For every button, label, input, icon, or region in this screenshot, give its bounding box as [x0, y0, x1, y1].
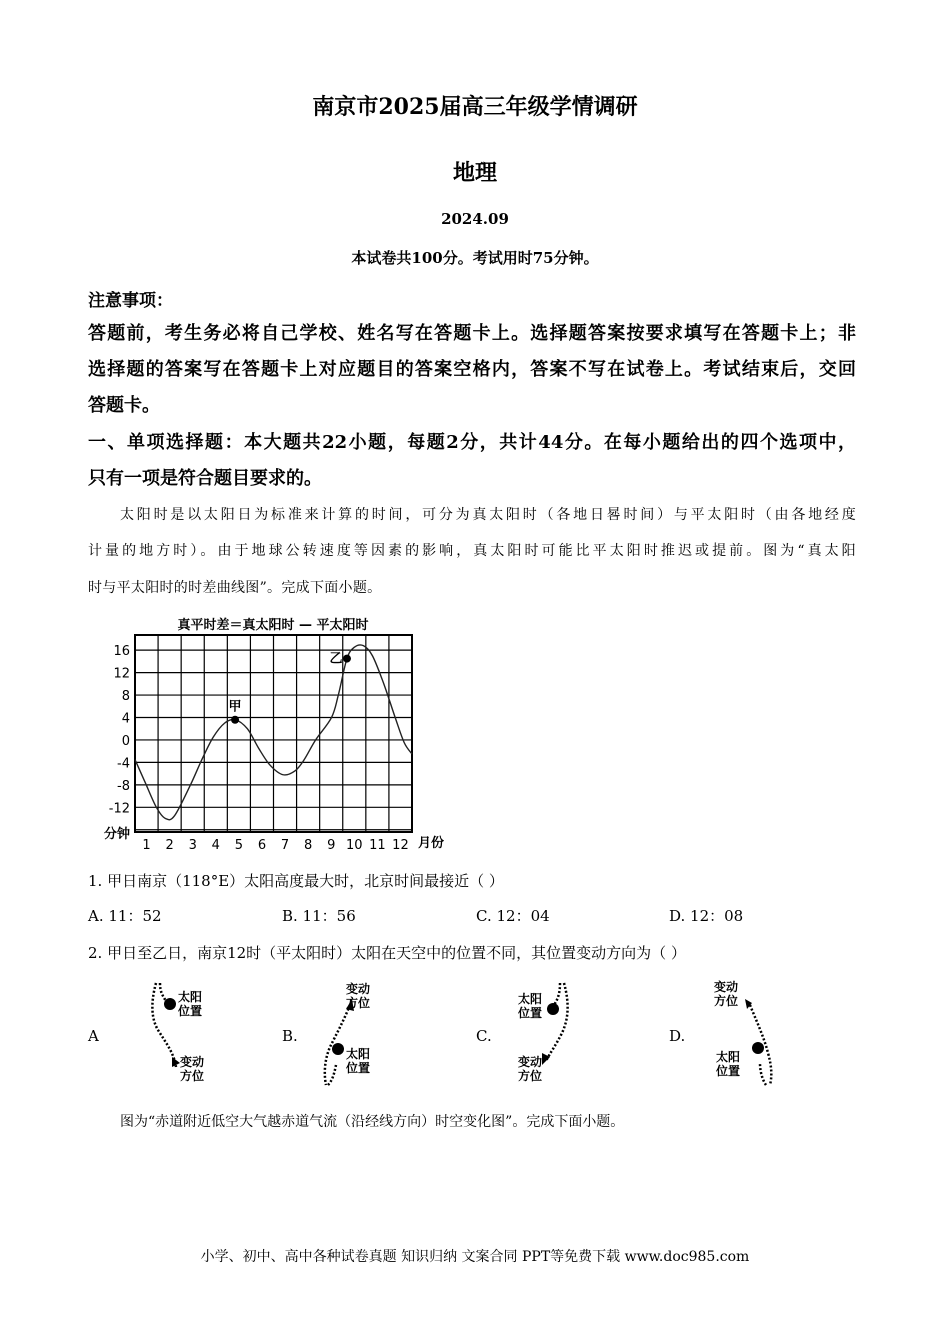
y-tick-label: -8 [117, 778, 130, 794]
x-tick-label: 6 [257, 838, 267, 853]
passage-line: 计量的地方时）。由于地球公转速度等因素的影响，真太阳时可能比平太阳时推迟或提前。图为“真太阳 [88, 543, 856, 559]
q1-option-c[interactable]: C. 12：04 [476, 907, 550, 925]
question-2-stem: 2. 甲日至乙日，南京12时（平太阳时）太阳在天空中的位置不同，其位置变动方向为（ ） [88, 944, 686, 962]
direction-label: 变动 方位 [714, 980, 739, 1008]
q1-option-a[interactable]: A. 11：52 [88, 907, 162, 925]
x-tick-label: 11 [369, 838, 386, 853]
data-point-label: 乙 [329, 651, 343, 667]
x-tick-label: 9 [327, 838, 336, 853]
direction-label: 变动 方位 [180, 1055, 205, 1083]
y-tick-label: 16 [113, 644, 130, 660]
exam-info: 本试卷共100分。考试用时75分钟。 [351, 249, 599, 267]
x-tick-label: 1 [142, 838, 151, 853]
y-tick-label: 8 [121, 689, 130, 705]
chart-title: 真平时差＝真太阳时 — 平太阳时 [177, 618, 369, 633]
sun-icon [164, 998, 176, 1010]
y-tick-label: 0 [121, 733, 130, 749]
notice-heading: 注意事项： [88, 291, 173, 311]
q2-option-b[interactable]: B. [282, 1027, 298, 1045]
x-tick-label: 3 [188, 838, 197, 853]
sun-icon [332, 1043, 344, 1055]
exam-title: 南京市2025届高三年级学情调研 [312, 94, 638, 120]
y-tick-label: -4 [117, 756, 130, 772]
x-tick-label: 12 [392, 838, 409, 853]
x-tick-label: 5 [234, 838, 244, 853]
question-1-stem: 1. 甲日南京（118°E）太阳高度最大时，北京时间最接近（ ） [88, 872, 504, 890]
footer-text: 小学、初中、高中各种试卷真题 知识归纳 文案合同 PPT等免费下载 www.doc985.com [200, 1249, 750, 1265]
exam-date: 2024.09 [441, 210, 509, 228]
section-heading: 只有一项是符合题目要求的。 [88, 468, 322, 489]
direction-label: 变动 方位 [518, 1055, 543, 1083]
passage-line: 太阳时是以太阳日为标准来计算的时间，可分为真太阳时（各地日晷时间）与平太阳时（由各地经度 [120, 507, 856, 523]
sun-position-label: 太阳 位置 [518, 992, 543, 1020]
section-heading: 一、单项选择题：本大题共22小题，每题2分，共计44分。在每小题给出的四个选项中， [88, 432, 856, 453]
x-axis-label: 月份 [417, 836, 445, 851]
y-axis-label: 分钟 [103, 827, 131, 842]
x-tick-label: 10 [346, 838, 363, 853]
passage-line: 时与平太阳时的时差曲线图”。完成下面小题。 [88, 580, 382, 596]
data-point-marker [231, 716, 239, 724]
sun-icon [752, 1042, 764, 1054]
passage-2: 图为“赤道附近低空大气越赤道气流（沿经线方向）时空变化图”。完成下面小题。 [120, 1114, 625, 1130]
y-tick-label: 12 [113, 666, 130, 682]
subject-title: 地理 [452, 160, 497, 186]
notice-line: 选择题的答案写在答题卡上对应题目的答案空格内，答案不写在试卷上。考试结束后，交回 [88, 359, 856, 380]
sun-icon [547, 1003, 559, 1015]
sun-position-label: 太阳 位置 [178, 990, 203, 1018]
q2-option-d[interactable]: D. [669, 1027, 686, 1045]
chart-grid [135, 635, 412, 832]
y-tick-label: 4 [121, 711, 130, 727]
x-tick-label: 7 [280, 838, 290, 853]
q2-option-c[interactable]: C. [476, 1027, 492, 1045]
q1-option-d[interactable]: D. 12：08 [669, 907, 744, 925]
sun-position-label: 太阳 位置 [346, 1047, 371, 1075]
notice-line: 答题卡。 [88, 395, 160, 416]
x-tick-label: 2 [165, 838, 174, 853]
sun-position-label: 太阳 位置 [716, 1050, 741, 1078]
y-tick-label: -12 [108, 801, 130, 817]
data-point-label: 甲 [228, 699, 242, 715]
x-tick-label: 4 [211, 838, 220, 853]
direction-label: 变动 方位 [346, 982, 371, 1010]
q2-option-a[interactable]: A [88, 1027, 99, 1045]
x-tick-label: 8 [303, 838, 313, 853]
q1-option-b[interactable]: B. 11：56 [282, 907, 356, 925]
arrow-icon [745, 999, 752, 1009]
notice-line: 答题前，考生务必将自己学校、姓名写在答题卡上。选择题答案按要求填写在答题卡上；非 [88, 323, 856, 344]
data-point-marker [343, 655, 351, 663]
equation-of-time-chart [0, 600, 470, 865]
